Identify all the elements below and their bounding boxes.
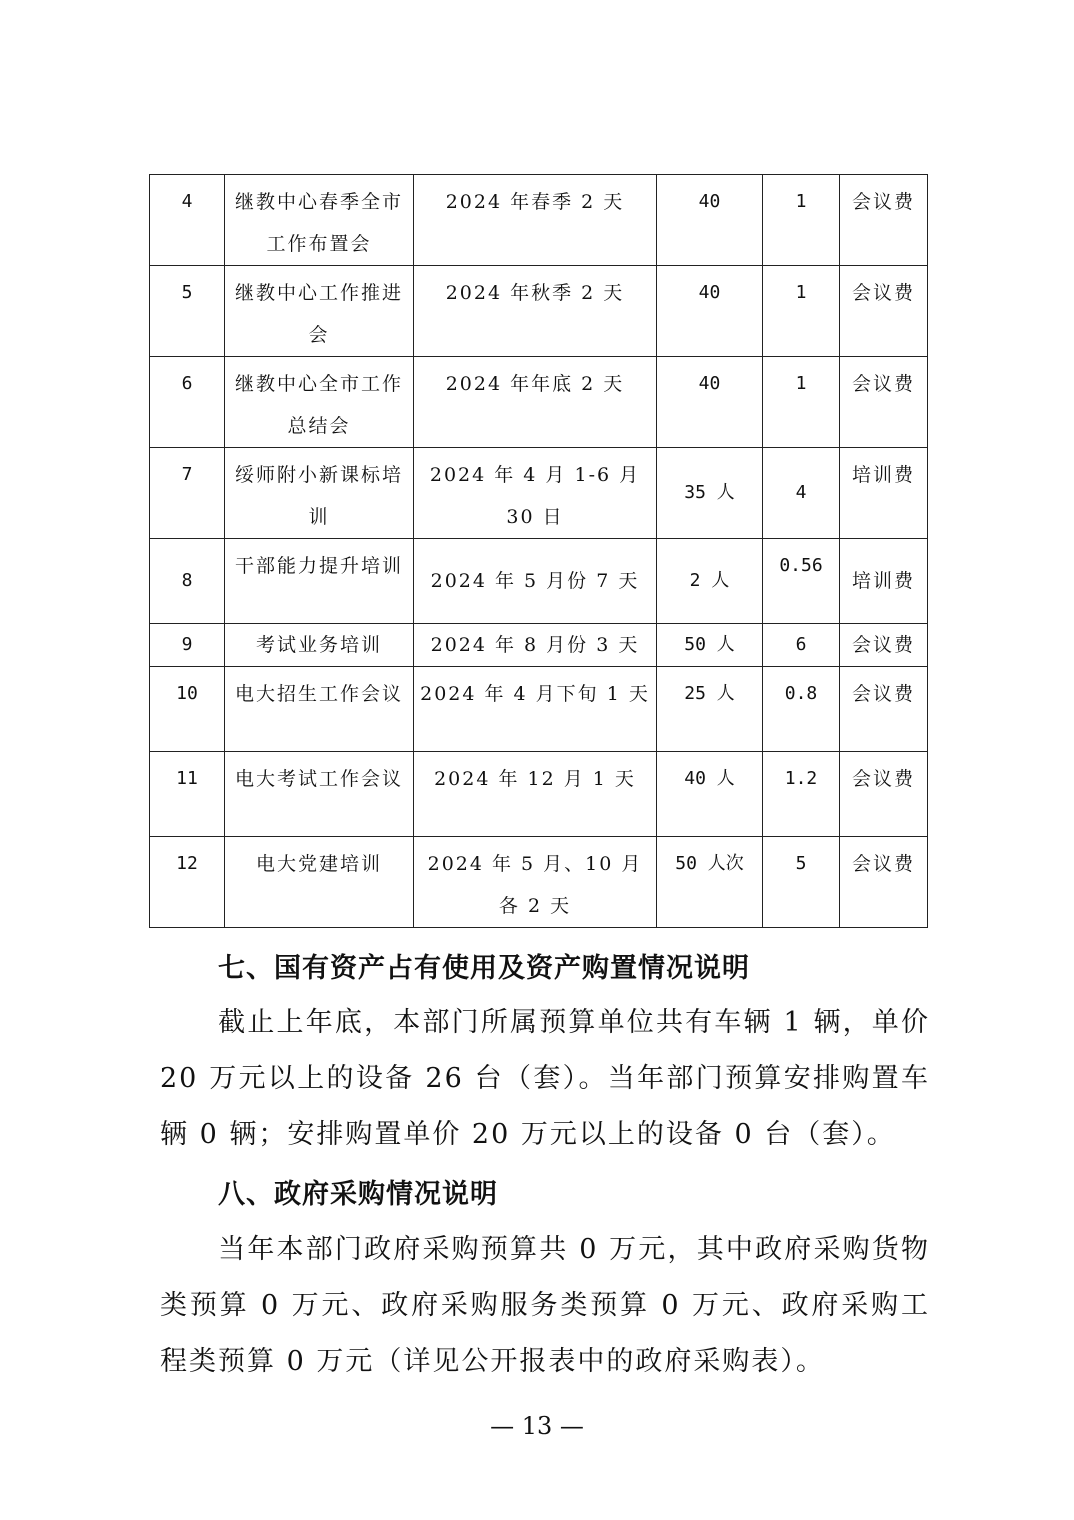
cell-time: 2024 年秋季 2 天 bbox=[414, 266, 657, 357]
cell-no: 8 bbox=[150, 539, 225, 624]
cell-people: 40 bbox=[657, 266, 763, 357]
section-7-heading: 七、国有资产占有使用及资产购置情况说明 bbox=[218, 953, 750, 984]
cell-time: 2024 年 4 月下旬 1 天 bbox=[414, 667, 657, 752]
cell-time: 2024 年 8 月份 3 天 bbox=[414, 624, 657, 667]
cell-name: 电大招生工作会议 bbox=[225, 667, 414, 752]
cell-name: 电大党建培训 bbox=[225, 837, 414, 928]
cell-name: 绥师附小新课标培训 bbox=[225, 448, 414, 539]
cell-type: 培训费 bbox=[840, 539, 928, 624]
table-row bbox=[150, 837, 928, 928]
cell-name: 继教中心工作推进会 bbox=[225, 266, 414, 357]
cell-time: 2024 年 5 月、10 月各 2 天 bbox=[414, 837, 657, 928]
section-7-text: 截止上年底，本部门所属预算单位共有车辆 1 辆，单价 20 万元以上的设备 26 台（套）。当年部门预算安排购置车辆 0 辆；安排购置单价 20 万元以上的设备 0 台（套）。 bbox=[160, 1007, 930, 1150]
cell-people: 25 人 bbox=[657, 667, 763, 752]
cell-amount: 0.8 bbox=[763, 667, 840, 752]
section-7-paragraph bbox=[160, 995, 930, 1163]
table-row bbox=[150, 539, 928, 624]
cell-no: 9 bbox=[150, 624, 225, 667]
section-8-heading: 八、政府采购情况说明 bbox=[218, 1179, 498, 1210]
cell-people: 2 人 bbox=[657, 539, 763, 624]
cell-no: 4 bbox=[150, 175, 225, 266]
cell-time: 2024 年 12 月 1 天 bbox=[414, 752, 657, 837]
table-row bbox=[150, 175, 928, 266]
cell-type: 会议费 bbox=[840, 357, 928, 448]
cell-name: 电大考试工作会议 bbox=[225, 752, 414, 837]
cell-no: 12 bbox=[150, 837, 225, 928]
table-row bbox=[150, 448, 928, 539]
cell-type: 会议费 bbox=[840, 624, 928, 667]
cell-amount: 4 bbox=[763, 448, 840, 539]
cell-amount: 1.2 bbox=[763, 752, 840, 837]
cell-name: 考试业务培训 bbox=[225, 624, 414, 667]
cell-amount: 1 bbox=[763, 357, 840, 448]
section-8-text: 当年本部门政府采购预算共 0 万元，其中政府采购货物类预算 0 万元、政府采购服务类预算 0 万元、政府采购工程类预算 0 万元（详见公开报表中的政府采购表）。 bbox=[160, 1234, 930, 1377]
section-8-paragraph bbox=[160, 1222, 930, 1390]
cell-people: 40 bbox=[657, 357, 763, 448]
cell-amount: 0.56 bbox=[763, 539, 840, 624]
cell-no: 10 bbox=[150, 667, 225, 752]
cell-amount: 1 bbox=[763, 175, 840, 266]
table-row bbox=[150, 624, 928, 667]
cell-type: 会议费 bbox=[840, 175, 928, 266]
cell-name: 继教中心春季全市工作布置会 bbox=[225, 175, 414, 266]
cell-no: 7 bbox=[150, 448, 225, 539]
cell-no: 11 bbox=[150, 752, 225, 837]
cell-time: 2024 年年底 2 天 bbox=[414, 357, 657, 448]
cell-no: 5 bbox=[150, 266, 225, 357]
cell-people: 35 人 bbox=[657, 448, 763, 539]
cell-type: 会议费 bbox=[840, 837, 928, 928]
cell-people: 50 人 bbox=[657, 624, 763, 667]
cell-people: 40 bbox=[657, 175, 763, 266]
cell-people: 50 人次 bbox=[657, 837, 763, 928]
expense-table bbox=[149, 174, 928, 928]
table-row bbox=[150, 667, 928, 752]
cell-type: 会议费 bbox=[840, 266, 928, 357]
cell-name: 干部能力提升培训 bbox=[225, 539, 414, 624]
cell-people: 40 人 bbox=[657, 752, 763, 837]
cell-amount: 5 bbox=[763, 837, 840, 928]
cell-time: 2024 年 4 月 1-6 月 30 日 bbox=[414, 448, 657, 539]
cell-name: 继教中心全市工作总结会 bbox=[225, 357, 414, 448]
cell-time: 2024 年春季 2 天 bbox=[414, 175, 657, 266]
cell-type: 会议费 bbox=[840, 667, 928, 752]
cell-amount: 6 bbox=[763, 624, 840, 667]
table-row bbox=[150, 357, 928, 448]
cell-time: 2024 年 5 月份 7 天 bbox=[414, 539, 657, 624]
cell-type: 培训费 bbox=[840, 448, 928, 539]
table-row bbox=[150, 266, 928, 357]
cell-amount: 1 bbox=[763, 266, 840, 357]
cell-type: 会议费 bbox=[840, 752, 928, 837]
table-row bbox=[150, 752, 928, 837]
cell-no: 6 bbox=[150, 357, 225, 448]
page-number: — 13 — bbox=[490, 1412, 584, 1440]
